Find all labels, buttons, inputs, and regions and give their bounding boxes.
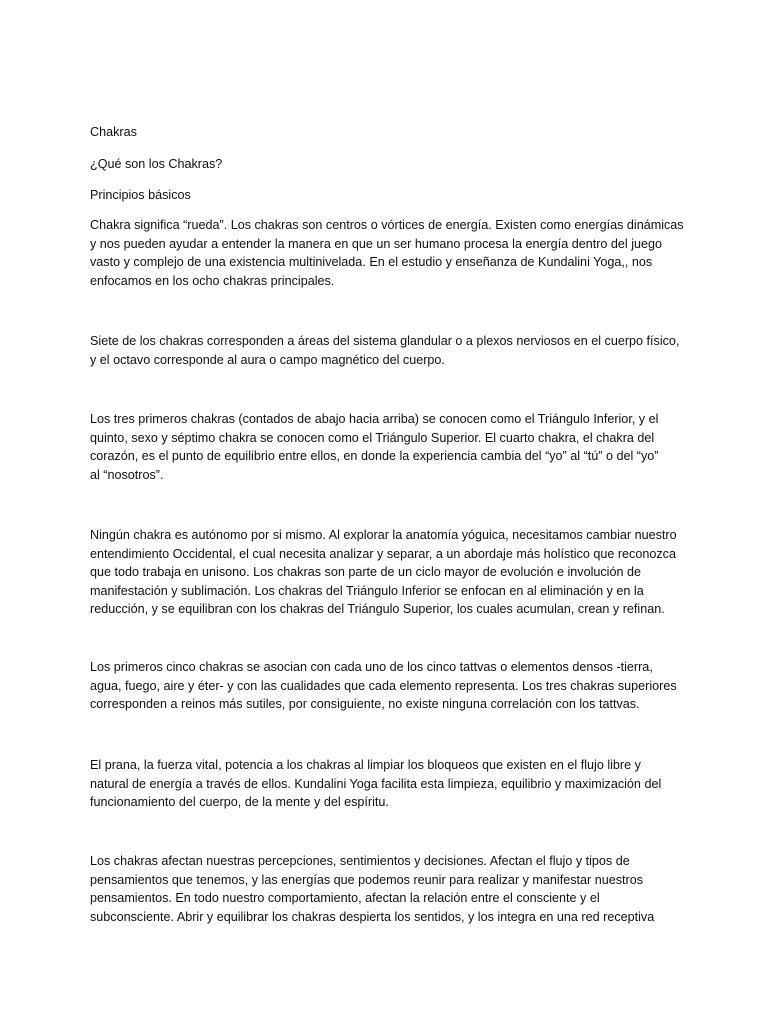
- paragraph-line: natural de energía a través de ellos. Kundalini Yoga facilita esta limpieza, equilibrio y maximización del: [90, 776, 662, 791]
- paragraph-line: y el octavo corresponde al aura o campo magnético del cuerpo.: [90, 352, 445, 367]
- document-subtitle: Principios básicos: [90, 188, 191, 202]
- paragraph-line: manifestación y sublimación. Los chakras del Triángulo Inferior se enfocan en al eliminación y en la: [90, 583, 644, 598]
- paragraph-line: Los tres primeros chakras (contados de abajo hacia arriba) se conocen como el Triángulo Inferior, y el: [90, 412, 659, 426]
- paragraph-line: al “nosotros”.: [90, 467, 164, 482]
- paragraph-line: pensamientos que tenemos, y las energías que podemos reunir para realizar y manifestar nuestros: [90, 872, 644, 887]
- paragraph-7: [90, 852, 654, 926]
- paragraph-line: vasto y complejo de una existencia multinivelada. En el estudio y enseñanza de Kundalini Yoga,, nos: [90, 255, 653, 269]
- paragraph-2: [90, 332, 679, 369]
- paragraph-line: agua, fuego, aire y éter- y con las cualidades que cada elemento representa. Los tres chakras superiores: [90, 678, 677, 693]
- paragraph-line: El prana, la fuerza vital, potencia a los chakras al limpiar los bloqueos que existen en el flujo libre y: [90, 758, 641, 772]
- paragraph-line: reducción, y se equilibran con los chakras del Triángulo Superior, los cuales acumulan, crean y refinan.: [90, 602, 665, 616]
- paragraph-5: [90, 658, 677, 714]
- paragraph-line: enfocamos en los ocho chakras principales.: [90, 273, 335, 288]
- paragraph-line: Chakra significa “rueda”. Los chakras son centros o vórtices de energía. Existen como energías dinámicas: [90, 218, 684, 232]
- paragraph-line: Ningún chakra es autónomo por si mismo. Al explorar la anatomía yóguica, necesitamos cambiar nuestro: [90, 528, 677, 542]
- document-question: ¿Qué son los Chakras?: [90, 157, 223, 171]
- paragraph-line: subconsciente. Abrir y equilibrar los chakras despierta los sentidos, y los integra en una red receptiva: [90, 909, 655, 924]
- document-title: Chakras: [90, 125, 137, 139]
- paragraph-line: quinto, sexo y séptimo chakra se conocen como el Triángulo Superior. El cuarto chakra, el chakra del: [90, 430, 655, 445]
- paragraph-line: y nos pueden ayudar a entender la manera en que un ser humano procesa la energía dentro del juego: [90, 236, 663, 251]
- paragraph-line: funcionamiento del cuerpo, de la mente y del espíritu.: [90, 795, 389, 809]
- paragraph-6: [90, 756, 661, 812]
- paragraph-line: Los chakras afectan nuestras percepciones, sentimientos y decisiones. Afectan el flujo y tipos de: [90, 854, 630, 868]
- paragraph-line: entendimiento Occidental, el cual necesita analizar y separar, a un abordaje más holístico que reconozca: [90, 546, 676, 561]
- paragraph-line: corresponden a reinos más sutiles, por consiguiente, no existe ninguna correlación con los tattvas.: [90, 697, 640, 711]
- paragraph-line: pensamientos. En todo nuestro comportamiento, afectan la relación entre el consciente y el: [90, 891, 600, 905]
- paragraph-line: Los primeros cinco chakras se asocian con cada uno de los cinco tattvas o elementos densos -tierra,: [90, 660, 653, 674]
- paragraph-1: [90, 216, 684, 290]
- paragraph-3: [90, 410, 658, 484]
- paragraph-line: que todo trabaja en unisono. Los chakras son parte de un ciclo mayor de evolución e involución de: [90, 565, 641, 579]
- paragraph-line: Siete de los chakras corresponden a áreas del sistema glandular o a plexos nerviosos en el cuerpo físico,: [90, 334, 680, 348]
- paragraph-4: [90, 526, 677, 619]
- paragraph-line: corazón, es el punto de equilibrio entre ellos, en donde la experiencia cambia del “yo” al “tú” o del “yo”: [90, 449, 659, 463]
